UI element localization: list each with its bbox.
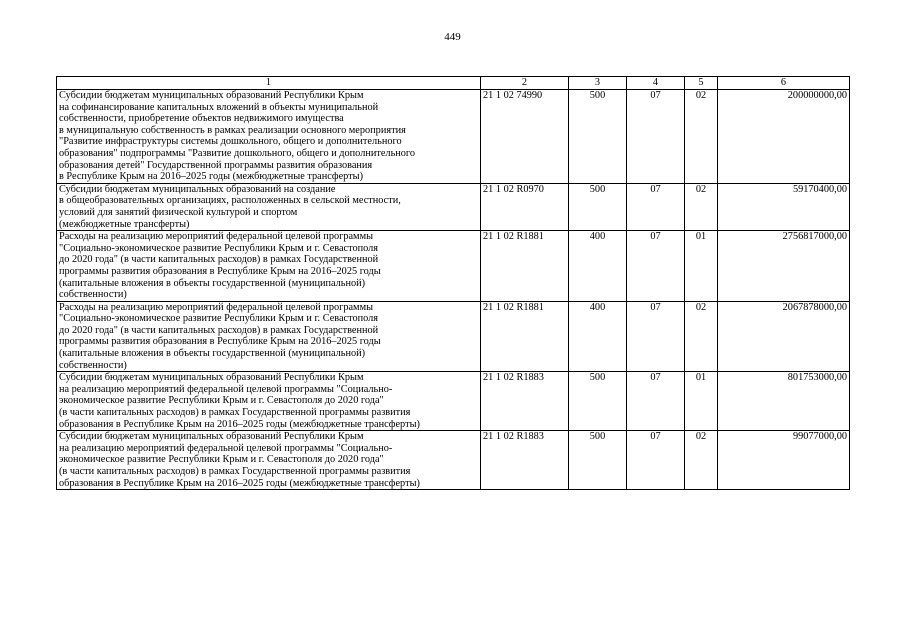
page-number: 449 [444, 31, 461, 43]
row-description: Расходы на реализацию мероприятий федеральной целевой программы "Социально-экономическое развитие Республики Крым и г. Севастополя до 2020 года" (в части капитальных расходов) в рамках Государственной программы развития образования в Республике Крым на 2016–2025 годы (капитальные вложения в объекты государственной (муниципальной) собственности) [57, 231, 481, 302]
row-column-4: 07 [627, 301, 685, 372]
header-row [57, 77, 850, 90]
row-column-4: 07 [627, 90, 685, 184]
row-column-5: 01 [685, 372, 718, 431]
row-column-3: 500 [569, 183, 627, 230]
row-amount: 801753000,00 [718, 372, 850, 431]
row-column-3: 400 [569, 231, 627, 302]
table-row [57, 90, 850, 184]
row-description: Субсидии бюджетам муниципальных образований на создание в общеобразовательных организациях, расположенных в сельской местности, условий для занятий физической культурой и спортом (межбюджетные трансферты) [57, 183, 481, 230]
table-row [57, 372, 850, 431]
row-column-3: 500 [569, 372, 627, 431]
header-cell-1: 1 [57, 77, 481, 90]
table-row [57, 301, 850, 372]
header-cell-5: 5 [685, 77, 718, 90]
row-description: Субсидии бюджетам муниципальных образований Республики Крым на реализацию мероприятий федеральной целевой программы "Социально- экономическое развитие Республики Крым и г. Севастополя до 2020 года" (в части капитальных расходов) в рамках Государственной программы развития образования в Республике Крым на 2016–2025 годы (межбюджетные трансферты) [57, 431, 481, 490]
row-column-3: 500 [569, 431, 627, 490]
row-amount: 59170400,00 [718, 183, 850, 230]
header-cell-2: 2 [481, 77, 569, 90]
row-column-4: 07 [627, 372, 685, 431]
row-column-4: 07 [627, 183, 685, 230]
row-column-4: 07 [627, 231, 685, 302]
row-column-4: 07 [627, 431, 685, 490]
row-code: 21 1 02 R0970 [481, 183, 569, 230]
row-description: Расходы на реализацию мероприятий федеральной целевой программы "Социально-экономическое развитие Республики Крым и г. Севастополя до 2020 года" (в части капитальных расходов) в рамках Государственной программы развития образования в Республике Крым на 2016–2025 годы (капитальные вложения в объекты государственной (муниципальной) собственности) [57, 301, 481, 372]
row-code: 21 1 02 R1881 [481, 301, 569, 372]
row-code: 21 1 02 R1881 [481, 231, 569, 302]
row-amount: 200000000,00 [718, 90, 850, 184]
header-cell-3: 3 [569, 77, 627, 90]
header-cell-6: 6 [718, 77, 850, 90]
header-cell-4: 4 [627, 77, 685, 90]
budget-table [56, 76, 850, 490]
row-amount: 2756817000,00 [718, 231, 850, 302]
row-column-5: 02 [685, 90, 718, 184]
row-amount: 2067878000,00 [718, 301, 850, 372]
row-column-3: 500 [569, 90, 627, 184]
row-code: 21 1 02 R1883 [481, 431, 569, 490]
table-row [57, 431, 850, 490]
table-row [57, 183, 850, 230]
row-code: 21 1 02 R1883 [481, 372, 569, 431]
row-column-5: 02 [685, 301, 718, 372]
row-column-5: 02 [685, 431, 718, 490]
row-description: Субсидии бюджетам муниципальных образований Республики Крым на реализацию мероприятий федеральной целевой программы "Социально- экономическое развитие Республики Крым и г. Севастополя до 2020 года" (в части капитальных расходов) в рамках Государственной программы развития образования в Республике Крым на 2016–2025 годы (межбюджетные трансферты) [57, 372, 481, 431]
row-column-3: 400 [569, 301, 627, 372]
table-row [57, 231, 850, 302]
row-description: Субсидии бюджетам муниципальных образований Республики Крым на софинансирование капитальных вложений в объекты муниципальной собственности, приобретение объектов недвижимого имущества в муниципальную собственность в рамках реализации основного мероприятия "Развитие инфраструктуры системы дошкольного, общего и дополнительного образования" подпрограммы "Развитие дошкольного, общего и дополнительного образования детей" Государственной программы развития образования в Республике Крым на 2016–2025 годы (межбюджетные трансферты) [57, 90, 481, 184]
row-column-5: 02 [685, 183, 718, 230]
row-code: 21 1 02 74990 [481, 90, 569, 184]
row-amount: 99077000,00 [718, 431, 850, 490]
row-column-5: 01 [685, 231, 718, 302]
